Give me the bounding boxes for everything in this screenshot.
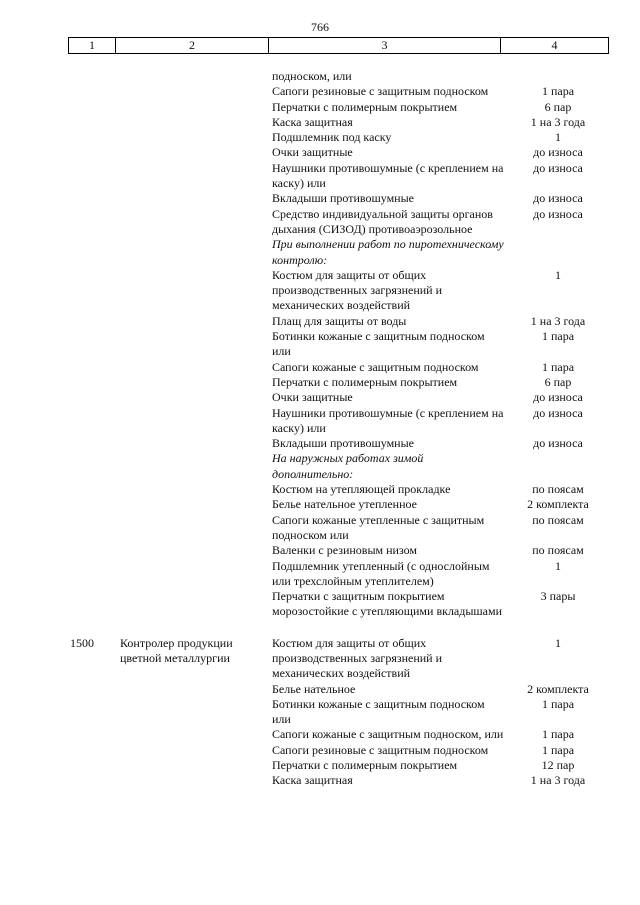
row-number [0, 329, 72, 360]
table-row [0, 268, 640, 314]
equipment-item: Наушники противошумные (с креплением на каску) или [272, 160, 504, 191]
issue-norm: 1 [555, 267, 561, 282]
issue-norm: 1 [555, 130, 561, 145]
profession-cell [72, 727, 272, 742]
row-number [0, 436, 72, 451]
issue-norm: по поясам [532, 543, 584, 558]
row-number [0, 559, 72, 590]
column-header-row [69, 38, 609, 54]
row-number [0, 406, 72, 437]
table-row [0, 589, 640, 620]
row-number [0, 743, 72, 758]
equipment-item: Ботинки кожаные с защитным подноском или [272, 696, 485, 727]
issue-norm: 1 на 3 года [530, 313, 586, 328]
profession-cell [72, 406, 272, 437]
equipment-item: Средство индивидуальной защиты органов дыхания (СИЗОД) противоаэрозольное [272, 206, 493, 236]
row-number [0, 773, 72, 788]
issue-norm: до износа [533, 191, 583, 206]
row-number [0, 115, 72, 130]
issue-norm: до износа [533, 405, 583, 420]
row-number [0, 513, 72, 544]
table-row [0, 84, 640, 99]
table-row [0, 743, 640, 758]
table-row [0, 406, 640, 437]
profession-cell [72, 145, 272, 160]
profession-cell [72, 115, 272, 130]
equipment-item: Сапоги кожаные с защитным подноском, или [272, 727, 504, 742]
equipment-item: Подшлемник под каску [272, 130, 392, 145]
issue-norm [504, 237, 612, 268]
profession-cell [72, 697, 272, 728]
equipment-item: подноском, или [272, 69, 352, 83]
profession-cell [72, 84, 272, 99]
row-number [0, 207, 72, 238]
issue-norm: 1 на 3 года [530, 114, 586, 129]
issue-norm: до износа [533, 436, 583, 451]
page-number: 766 [311, 20, 329, 34]
table-row [0, 758, 640, 773]
issue-norm: 1 на 3 года [530, 773, 586, 788]
row-number: 1500 [70, 635, 94, 650]
issue-norm: 1 пара [541, 329, 575, 344]
table-row [0, 436, 640, 451]
issue-norm: до износа [533, 160, 583, 175]
equipment-table-body [0, 69, 640, 789]
row-number [0, 543, 72, 558]
row-number [0, 360, 72, 375]
table-row [0, 390, 640, 405]
table-row [0, 636, 640, 682]
issue-norm: 1 [555, 635, 561, 650]
row-number [0, 69, 72, 84]
issue-norm: до износа [533, 145, 583, 160]
issue-norm: 1 пара [541, 84, 575, 99]
row-number [0, 237, 72, 268]
table-row [0, 360, 640, 375]
issue-norm: 6 пар [544, 374, 572, 389]
section-condition: На наружных работах зимой дополнительно: [272, 451, 424, 481]
row-number [0, 100, 72, 115]
issue-norm: до износа [533, 206, 583, 221]
row-number [0, 314, 72, 329]
equipment-item: Сапоги кожаные утепленные с защитным подноском или [272, 512, 485, 542]
column-header-2: 2 [116, 38, 269, 54]
table-row [0, 513, 640, 544]
table-row [0, 191, 640, 206]
profession-cell [72, 130, 272, 145]
issue-norm: 1 [555, 558, 561, 573]
issue-norm: 6 пар [544, 99, 572, 114]
equipment-item: Костюм для защиты от общих производственных загрязнений и механических воздействий [272, 267, 443, 313]
equipment-item: Сапоги кожаные с защитным подноском [272, 359, 479, 374]
equipment-item: Сапоги резиновые с защитным подноском [272, 742, 489, 757]
issue-norm: 1 пара [541, 727, 575, 742]
table-row [0, 207, 640, 238]
profession-cell [72, 451, 272, 482]
profession-cell [72, 682, 272, 697]
equipment-item: Ботинки кожаные с защитным подноском или [272, 329, 485, 359]
equipment-item: Перчатки с полимерным покрытием [272, 99, 458, 114]
row-number [0, 130, 72, 145]
profession-cell [72, 360, 272, 375]
profession-cell [72, 268, 272, 314]
row-number [0, 497, 72, 512]
table-row [0, 375, 640, 390]
profession-cell [72, 314, 272, 329]
issue-norm: до износа [533, 390, 583, 405]
issue-norm: по поясам [532, 482, 584, 497]
profession-cell [72, 482, 272, 497]
equipment-item: Валенки с резиновым низом [272, 543, 418, 558]
profession-cell [72, 375, 272, 390]
issue-norm: 12 пар [541, 758, 575, 773]
profession-cell [72, 589, 272, 620]
row-number [0, 390, 72, 405]
row-number [0, 482, 72, 497]
row-number [0, 697, 72, 728]
equipment-item: Перчатки с полимерным покрытием [272, 758, 458, 773]
profession-cell [72, 513, 272, 544]
profession-cell [72, 497, 272, 512]
issue-norm: 2 комплекта [527, 497, 589, 512]
column-header-table [68, 37, 609, 54]
section-gap [0, 620, 640, 636]
table-row [0, 697, 640, 728]
profession-cell [72, 100, 272, 115]
profession-name: Контролер продукции цветной металлургии [120, 635, 233, 665]
equipment-item: Перчатки с полимерным покрытием [272, 374, 458, 389]
row-number [0, 84, 72, 99]
table-row [0, 497, 640, 512]
issue-norm: 3 пары [540, 589, 576, 604]
equipment-item: Очки защитные [272, 145, 353, 160]
table-row [0, 451, 640, 482]
issue-norm [504, 69, 612, 84]
table-row [0, 161, 640, 192]
profession-cell [72, 758, 272, 773]
issue-norm: 1 пара [541, 742, 575, 757]
profession-cell [72, 329, 272, 360]
table-row [0, 482, 640, 497]
issue-norm: 1 пара [541, 696, 575, 711]
column-header-4: 4 [501, 38, 609, 54]
equipment-item: Белье нательное [272, 681, 356, 696]
row-number [0, 375, 72, 390]
section-condition: При выполнении работ по пиротехническому контролю: [272, 237, 504, 267]
column-header-3: 3 [269, 38, 501, 54]
equipment-item: Костюм для защиты от общих производственных загрязнений и механических воздействий [272, 635, 443, 681]
table-row [0, 727, 640, 742]
equipment-item: Каска защитная [272, 114, 353, 129]
profession-cell [72, 743, 272, 758]
table-row [0, 314, 640, 329]
profession-cell [72, 436, 272, 451]
equipment-item: Сапоги резиновые с защитным подноском [272, 84, 489, 99]
equipment-item: Костюм на утепляющей прокладке [272, 482, 451, 497]
table-row [0, 543, 640, 558]
row-number [0, 758, 72, 773]
profession-cell [72, 237, 272, 268]
row-number [0, 268, 72, 314]
row-number [0, 161, 72, 192]
table-row [0, 559, 640, 590]
equipment-item: Перчатки с защитным покрытием морозостойкие с утепляющими вкладышами [272, 589, 503, 619]
equipment-item: Каска защитная [272, 773, 353, 788]
profession-cell [72, 559, 272, 590]
profession-cell [72, 161, 272, 192]
issue-norm [504, 451, 612, 482]
row-number [0, 145, 72, 160]
equipment-item: Очки защитные [272, 390, 353, 405]
column-header-1: 1 [69, 38, 116, 54]
profession-cell [72, 390, 272, 405]
equipment-item: Вкладыши противошумные [272, 436, 414, 451]
equipment-item: Плащ для защиты от воды [272, 313, 407, 328]
equipment-item: Вкладыши противошумные [272, 191, 414, 206]
row-number [0, 682, 72, 697]
equipment-item: Подшлемник утепленный (с однослойным или трехслойным утеплителем) [272, 558, 490, 588]
row-number [0, 727, 72, 742]
row-number [0, 589, 72, 620]
table-row [0, 145, 640, 160]
issue-norm: 2 комплекта [527, 681, 589, 696]
profession-cell [72, 69, 272, 84]
table-row [0, 237, 640, 268]
table-row [0, 773, 640, 788]
table-row [0, 115, 640, 130]
issue-norm: по поясам [532, 512, 584, 527]
table-row [0, 100, 640, 115]
issue-norm: 1 пара [541, 359, 575, 374]
table-row [0, 682, 640, 697]
profession-cell [72, 207, 272, 238]
row-number [0, 451, 72, 482]
profession-cell [72, 543, 272, 558]
table-row [0, 130, 640, 145]
profession-cell [72, 773, 272, 788]
table-row [0, 69, 640, 84]
profession-cell [72, 191, 272, 206]
table-row [0, 329, 640, 360]
profession-cell [72, 636, 272, 682]
equipment-item: Белье нательное утепленное [272, 497, 417, 512]
equipment-item: Наушники противошумные (с креплением на каску) или [272, 405, 504, 435]
row-number [0, 191, 72, 206]
